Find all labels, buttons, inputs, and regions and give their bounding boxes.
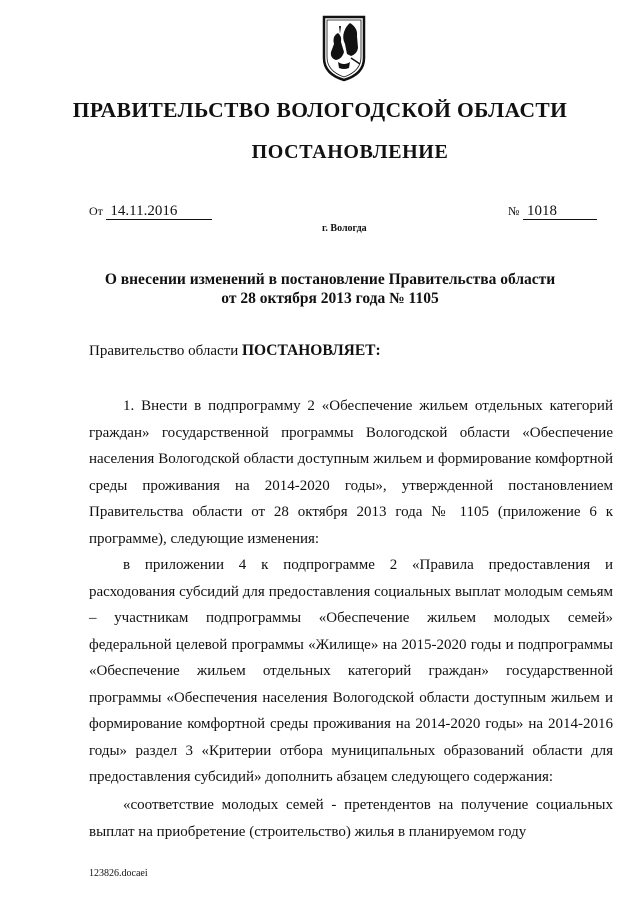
organization-name: ПРАВИТЕЛЬСТВО ВОЛОГОДСКОЙ ОБЛАСТИ <box>72 98 568 122</box>
paragraph-text: в приложении 4 к подпрограмме 2 «Правила предоставления и расходования субсидий для предоставления социальных выплат молодым семьям – участникам подпрограммы «Обеспечение жильем молодых семей» федеральной целевой программы «Жилище» на 2015-2020 годы и подпрограммы «Обеспечение жильем отдельных категорий граждан» государственной программы «Обеспечения населения Вологодской области доступным жильем и формирование комфортной среды проживания на 2014-2020 годы» на 2014-2016 годы» раздел 3 «Критерии отбора муниципальных образований области для предоставления субсидий» дополнить абзацем следующего содержания: <box>89 557 613 785</box>
document-date <box>89 204 212 220</box>
paragraph-text: 1. Внести в подпрограмму 2 «Обеспечение жильем отдельных категорий граждан» государственной программы Вологодской области «Обеспечение населения Вологодской области доступным жильем и формирование комфортной среды проживания на 2014-2020 годы», утвержденной постановлением Правительства области от 28 октября 2013 года № 1105 (приложение 6 к программе), следующие изменения: <box>89 398 613 547</box>
city: г. Вологда <box>322 223 367 234</box>
paragraph-text: «соответствие молодых семей - претендентов на получение социальных выплат на приобретение (строительство) жилья в планируемом году <box>89 797 613 840</box>
file-code: 123826.docaei <box>89 868 148 879</box>
coat-of-arms-icon <box>320 14 368 82</box>
preamble-text: Правительство области <box>89 343 242 359</box>
preamble <box>89 342 381 360</box>
document-type: ПОСТАНОВЛЕНИЕ <box>251 141 449 163</box>
title-line: О внесении изменений в постановление Правительства области <box>104 271 556 288</box>
number-value: 1018 <box>523 204 597 220</box>
number-label: № <box>508 204 520 218</box>
date-label: От <box>89 204 103 218</box>
title-line: от 28 октября 2013 года № 1105 <box>221 290 439 307</box>
document-title <box>0 270 640 308</box>
document-number <box>508 204 597 220</box>
body-paragraph <box>89 552 613 791</box>
body-paragraph <box>89 393 613 552</box>
preamble-emphasis: ПОСТАНОВЛЯЕТ: <box>241 342 381 359</box>
body-paragraph <box>89 792 613 845</box>
date-value: 14.11.2016 <box>106 204 212 220</box>
